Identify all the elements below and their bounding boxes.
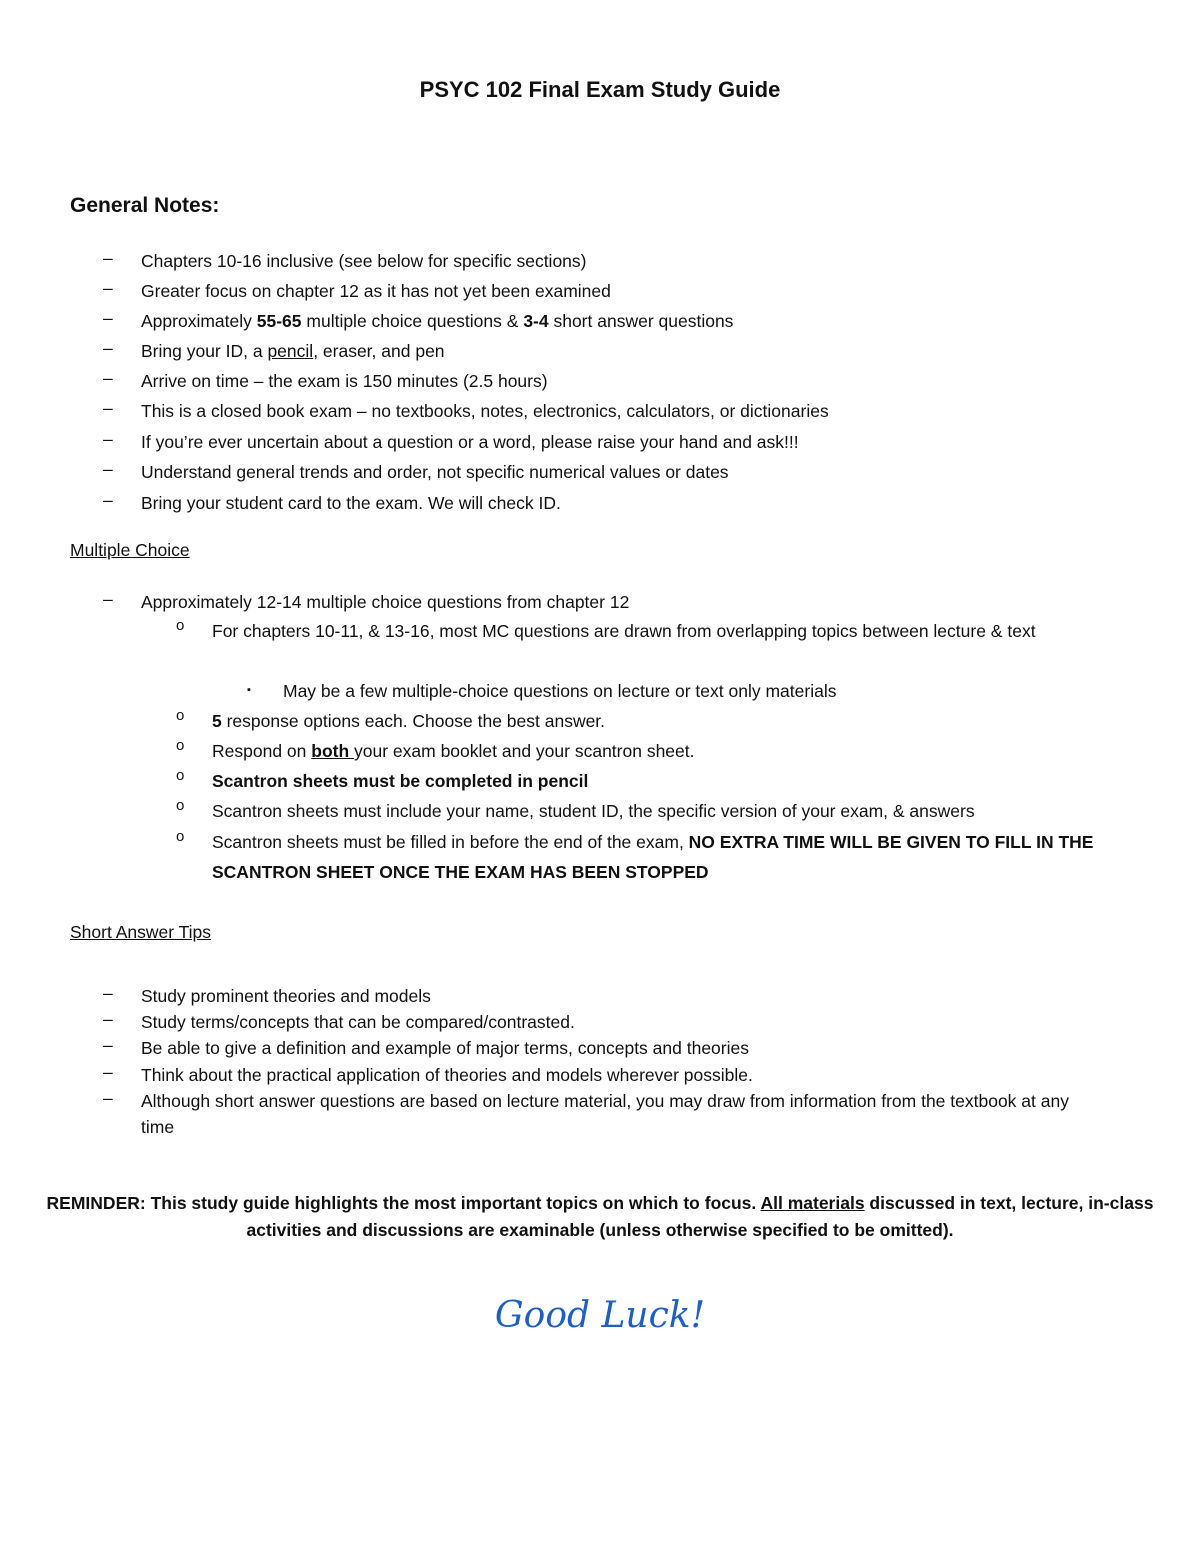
dash-marker: – <box>103 1088 113 1108</box>
circle-marker: o <box>176 737 185 754</box>
dash-marker: – <box>103 308 113 328</box>
dash-marker: – <box>103 429 113 449</box>
dash-marker: – <box>103 1035 113 1055</box>
dash-marker: – <box>103 278 113 298</box>
circle-marker: o <box>176 617 185 634</box>
dash-marker: – <box>103 1009 113 1029</box>
dash-marker: – <box>103 368 113 388</box>
study-guide-page: PSYC 102 Final Exam Study Guide General Notes: – Chapters 10-16 inclusive (see below for specific sections) – Greater focus on chapter 12 as it has not yet been examined – Approximately 55-65 multiple choice questions & 3-4 short answer questions – Bring your ID, a pencil, eraser, and pen – Arrive on time – the exam is 150 minutes (2.5 hours) – This is a closed book exam – no textbooks, notes, electronics, calculators, or dictionaries – If you’re ever uncertain about a question or a word, please raise your hand and ask!!! – Understand general trends and order, not specific numerical values or dates – Bring your student card to the exam. We will check ID. Multiple Choice – Approximately 12-14 multiple choice questions from chapter 12 o For chapters 10-11, & 13-16, most MC questions are drawn from overlapping topics between lecture & text ▪ May be a few multiple-choice questions on lecture or text only materials o 5 response options each. Choose the best answer. o Respond on both your exam booklet and your scantron sheet. o Scantron sheets must be completed in pencil o Scantron sheets must include your name, student ID, the specific version of your exam, & answers o Scantron sheets must be filled in before the end of the exam, NO EXTRA TIME WILL BE GIVEN TO FILL IN THE SCANTRON SHEET ONCE THE EXAM HAS BEEN STOPPED Short Answer Tips – Study prominent theories and models – Study terms/concepts that can be compared/contrasted. – Be able to give a definition and example of major terms, concepts and theories – Think about the practical application of theories and models wherever possible. – Although short answer questions are based on lecture material, you may draw from information from the textbook at any time REMINDER: This study guide highlights the most important topics on which to focus. All materials discussed in text, lecture, in-class activities and discussions are examinable (unless otherwise specified to be omitted). Good Luck! <box>0 0 1200 1553</box>
good-luck-closing: Good Luck! <box>494 1295 706 1336</box>
circle-marker: o <box>176 767 185 784</box>
dash-marker: – <box>103 983 113 1003</box>
short-answer-heading: Short Answer Tips <box>70 922 212 942</box>
dash-marker: – <box>103 490 113 510</box>
dash-marker: – <box>103 1062 113 1082</box>
square-bullet-icon: ▪ <box>247 684 251 696</box>
circle-marker: o <box>176 828 185 845</box>
multiple-choice-heading: Multiple Choice <box>70 540 190 560</box>
general-notes-heading: General Notes: <box>70 194 220 217</box>
circle-marker: o <box>176 797 185 814</box>
page-title: PSYC 102 Final Exam Study Guide <box>419 77 781 102</box>
dash-marker: – <box>103 338 113 358</box>
reminder-note: REMINDER: This study guide highlights the most important topics on which to focus. All materials discussed in text, lecture, in-class activities and discussions are examinable (unless otherwise specified to be omitted). <box>46 1193 1154 1240</box>
dash-marker: – <box>103 459 113 479</box>
dash-marker: – <box>103 248 113 268</box>
dash-marker: – <box>103 398 113 418</box>
circle-marker: o <box>176 707 185 724</box>
dash-marker: – <box>103 589 113 609</box>
